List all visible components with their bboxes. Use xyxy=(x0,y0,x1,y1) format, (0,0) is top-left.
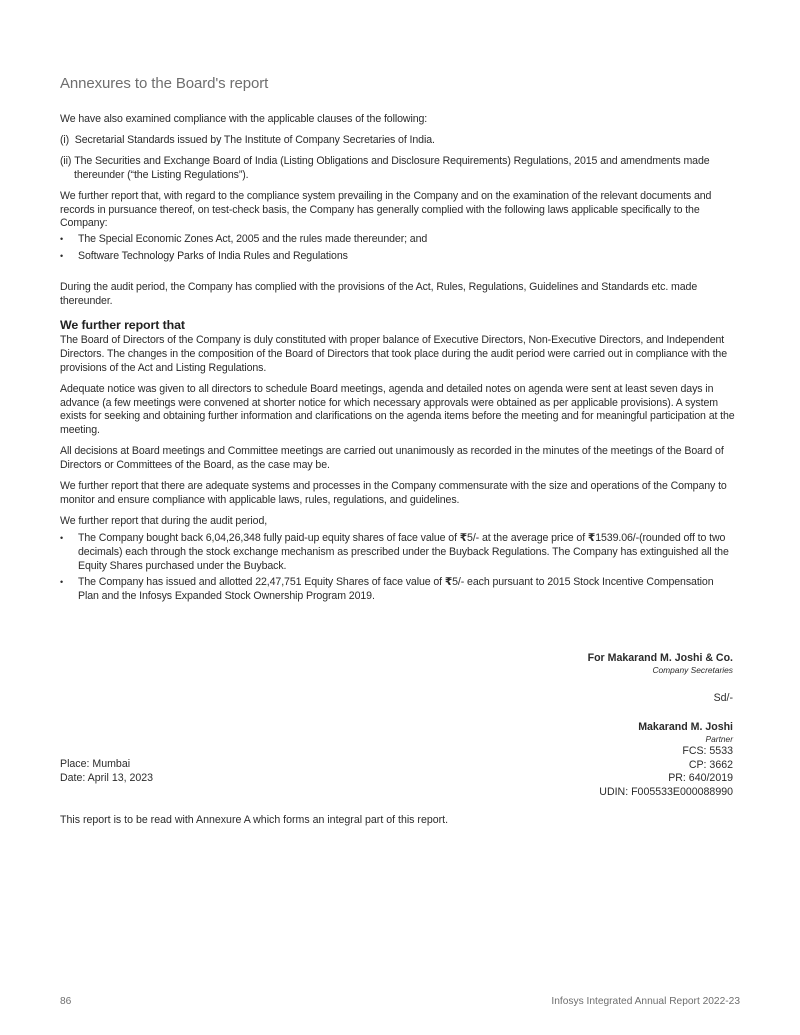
signatory-title: Partner xyxy=(705,734,733,744)
udin-number: UDIN: F005533E000088990 xyxy=(599,785,733,798)
report-page xyxy=(60,0,740,1035)
decisions-paragraph: All decisions at Board meetings and Committee meetings are carried out unanimously as recorded in the minutes of the meetings of the Board of Directors or Committees of the Board, as the case may be. xyxy=(60,445,724,472)
systems-paragraph: We further report that there are adequate systems and processes in the Company commensurate with the size and operations of the Company to monitor and ensure compliance with applicable laws, rules, regulations, and guidelines. xyxy=(60,480,727,506)
law-item: • Software Technology Parks of India Rules and Regulations xyxy=(60,250,736,264)
annexure-note: This report is to be read with Annexure A which forms an integral part of this report. xyxy=(60,814,449,826)
fcs-number: FCS: 5533 xyxy=(682,745,733,757)
signatory-name: Makarand M. Joshi xyxy=(638,721,733,733)
intro-paragraph: We have also examined compliance with the applicable clauses of the following: xyxy=(60,113,428,125)
page-number: 86 xyxy=(60,996,72,1007)
report-name: Infosys Integrated Annual Report 2022-23 xyxy=(551,996,740,1007)
rupee-symbol: ₹ xyxy=(444,576,453,589)
law-item: • The Special Economic Zones Act, 2005 and the rules made thereunder; and xyxy=(60,233,736,247)
allotment-item: • The Company has issued and allotted 22,47,751 Equity Shares of face value of ₹5/- each pursuant to 2015 Stock Incentive Compensation Plan and the Infosys Expanded Stock Ownership Program 2019. xyxy=(60,576,736,604)
clause-item: (ii) The Securities and Exchange Board of India (Listing Obligations and Disclosure Requirements) Regulations, 2015 and amendments made thereunder (“the Listing Regulations”). xyxy=(60,154,710,181)
board-composition-paragraph: The Board of Directors of the Company is duly constituted with proper balance of Executive Directors, Non-Executive Directors, and Independent Directors. The changes in the composition of the Board of Directors that took place during the audit period were carried out in compliance with the provisions of the Act and Listing Regulations. xyxy=(60,333,728,374)
clauses-list xyxy=(60,134,736,183)
cp-number: CP: 3662 xyxy=(688,758,733,771)
audit-period-paragraph: We further report that during the audit period, xyxy=(60,514,268,527)
audit-compliance-paragraph: During the audit period, the Company has complied with the provisions of the Act, Rules, Regulations, Guidelines and Standards etc. made thereunder. xyxy=(60,281,698,308)
place-date-block xyxy=(60,758,153,785)
section-title: Annexures to the Board's report xyxy=(60,75,269,92)
rupee-symbol: ₹ xyxy=(587,531,596,544)
buyback-item: • The Company bought back 6,04,26,348 fully paid-up equity shares of face value of ₹5/- at the average price of ₹1539.06/-(rounded off to two decimals) each through the stock exchange mechanism as prescribed under the Buyback Regulations. The Company has extinguished all the Equity Shares purchased under the Buyback. xyxy=(60,532,736,574)
report-body xyxy=(60,113,736,607)
laws-intro-paragraph: We further report that, with regard to the compliance system prevailing in the Company and on the examination of the relevant documents and records in pursuance thereof, on test-check basis, the Company has generally complied with the following laws applicable specifically to the Company: xyxy=(60,189,712,230)
date: Date: April 13, 2023 xyxy=(60,771,154,784)
place: Place: Mumbai xyxy=(60,758,131,770)
further-report-heading: We further report that xyxy=(60,317,185,332)
rupee-symbol: ₹ xyxy=(459,531,468,544)
clause-item: (i) Secretarial Standards issued by The Institute of Company Secretaries of India. xyxy=(60,133,435,146)
audit-period-list xyxy=(60,532,736,605)
signature-block xyxy=(473,652,733,799)
pr-number: PR: 640/2019 xyxy=(668,772,733,785)
notice-paragraph: Adequate notice was given to all directors to schedule Board meetings, agenda and detailed notes on agenda were sent at least seven days in advance (a few meetings were convened at shorter notice for which necessary approvals were obtained as per applicable provisions). A system exists for seeking and obtaining further information and clarifications on the agenda items before the meeting and for meaningful participation at the meeting. xyxy=(60,382,735,437)
signed-mark: Sd/- xyxy=(713,692,733,704)
laws-list xyxy=(60,233,736,264)
firm-name: For Makarand M. Joshi & Co. xyxy=(587,652,733,664)
page-footer xyxy=(60,996,740,1010)
firm-role: Company Secretaries xyxy=(652,665,733,675)
